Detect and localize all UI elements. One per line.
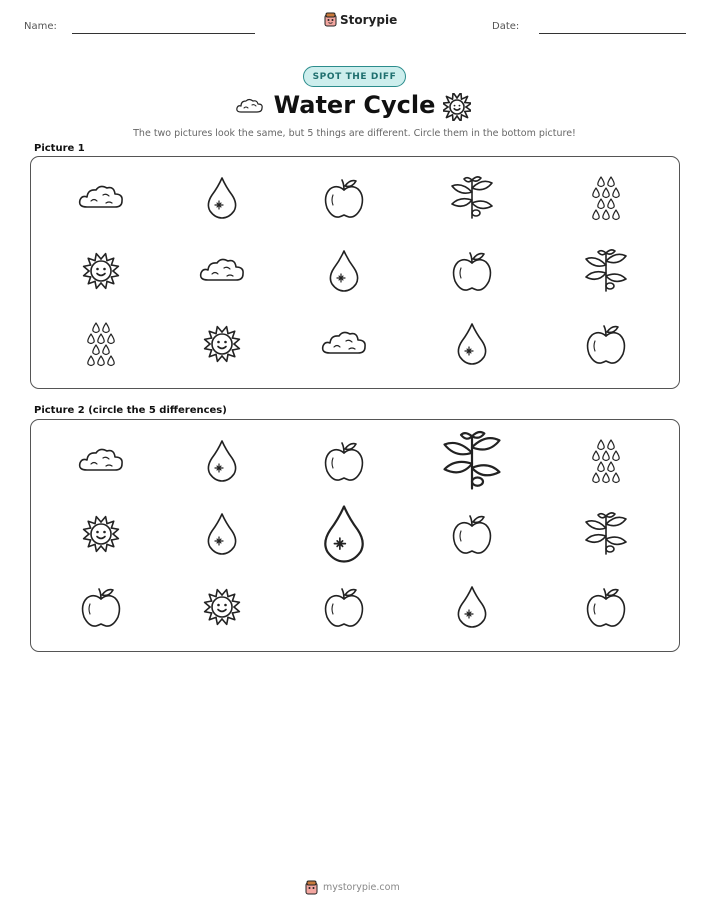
picture-2-apple-icon[interactable] — [320, 437, 368, 485]
picture-1-apple-icon — [582, 320, 630, 368]
picture-2-sun-icon[interactable] — [77, 510, 125, 558]
brand-name: Storypie — [340, 12, 398, 27]
page-title: Water Cycle — [273, 91, 436, 119]
instructions: The two pictures look the same, but 5 things are different. Circle them in the bottom picture! — [133, 128, 576, 139]
picture-2-drop-icon[interactable] — [311, 501, 377, 567]
picture-1-plant-icon — [448, 174, 496, 222]
pie-mascot-icon — [324, 12, 337, 27]
picture-2-apple-icon[interactable] — [77, 583, 125, 631]
picture-1-label: Picture 1 — [34, 143, 85, 154]
picture-1-plant-icon — [582, 247, 630, 295]
picture-2-plant-icon[interactable] — [439, 428, 505, 494]
picture-2-cloud-icon[interactable] — [77, 437, 125, 485]
spot-the-diff-badge: SPOT THE DIFF — [303, 66, 406, 87]
footer-site: mystorypie.com — [323, 882, 400, 893]
picture-2-drop-icon[interactable] — [198, 437, 246, 485]
storypie-logo — [324, 12, 397, 27]
picture-2-drop-icon[interactable] — [198, 510, 246, 558]
picture-1-drop-icon — [198, 174, 246, 222]
picture-1-sun-icon — [198, 320, 246, 368]
picture-2-panel[interactable] — [30, 419, 680, 652]
picture-1-panel — [30, 156, 680, 389]
picture-1-cloud-icon — [320, 320, 368, 368]
picture-1-sun-icon — [77, 247, 125, 295]
date-label: Date: — [492, 21, 520, 32]
picture-1-drop-icon — [448, 320, 496, 368]
picture-2-label: Picture 2 (circle the 5 differences) — [34, 405, 227, 416]
picture-1-rain-icon — [77, 320, 125, 368]
picture-2-plant-icon[interactable] — [582, 510, 630, 558]
picture-2-sun-icon[interactable] — [198, 583, 246, 631]
picture-2-apple-icon[interactable] — [320, 583, 368, 631]
sun-icon — [443, 93, 471, 121]
picture-2-drop-icon[interactable] — [448, 583, 496, 631]
name-label: Name: — [24, 21, 57, 32]
date-line[interactable] — [539, 33, 686, 34]
picture-1-drop-icon — [320, 247, 368, 295]
picture-1-apple-icon — [320, 174, 368, 222]
picture-1-cloud-icon — [198, 247, 246, 295]
picture-2-rain-icon[interactable] — [582, 437, 630, 485]
name-line[interactable] — [72, 33, 255, 34]
picture-1-rain-icon — [582, 174, 630, 222]
picture-2-apple-icon[interactable] — [448, 510, 496, 558]
pie-mascot-icon — [305, 880, 318, 895]
picture-2-apple-icon[interactable] — [582, 583, 630, 631]
footer — [305, 880, 400, 895]
picture-1-cloud-icon — [77, 174, 125, 222]
picture-1-apple-icon — [448, 247, 496, 295]
